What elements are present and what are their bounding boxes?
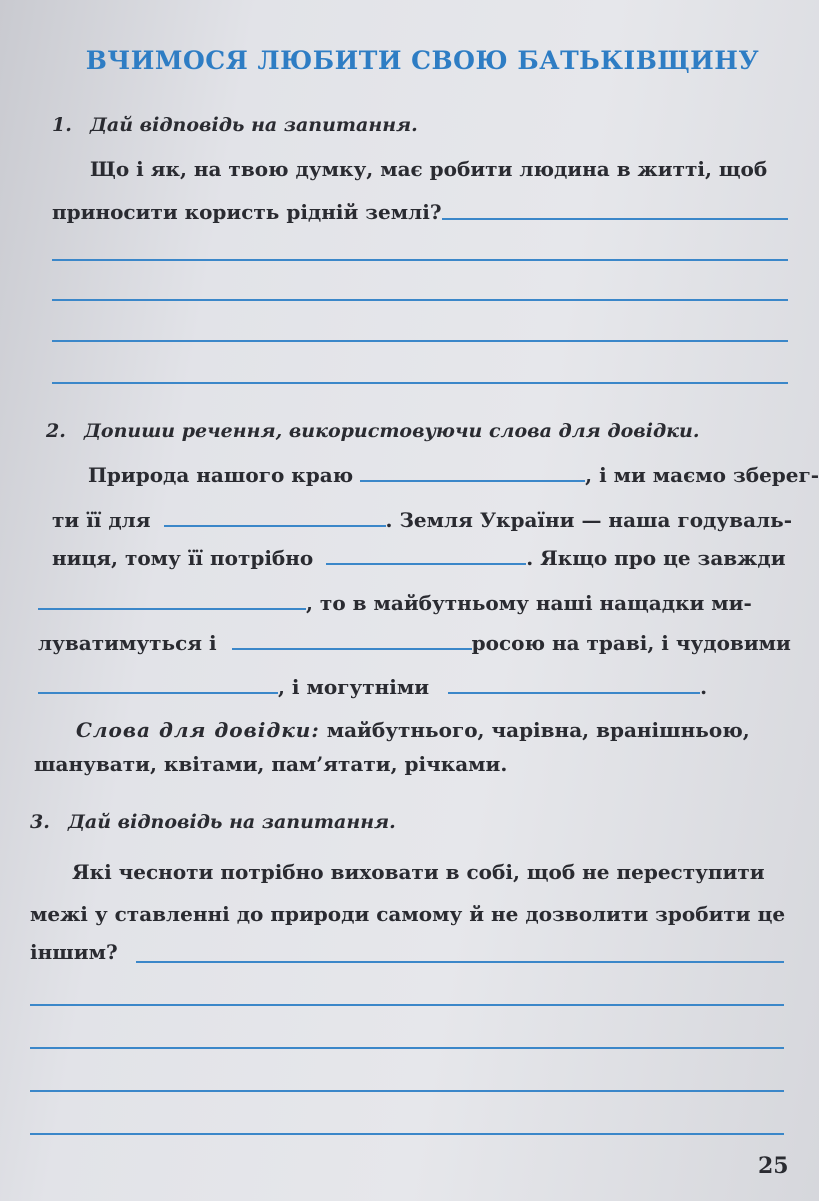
task-1-answer-line[interactable] <box>52 259 788 261</box>
fill-blank[interactable] <box>232 630 472 650</box>
fill-blank[interactable] <box>38 590 306 610</box>
task-3-answer-line[interactable] <box>30 1133 784 1135</box>
task-2-line-1 <box>88 462 819 487</box>
task-1-answer-line[interactable] <box>52 299 788 301</box>
task-3-answer-line[interactable] <box>30 1090 784 1092</box>
sentence-part: , то в майбутньому наші нащадки ми- <box>306 591 752 615</box>
task-1-question-line-2: приносити користь рідній землі? <box>52 200 442 224</box>
hint-words: майбутнього, чарівна, вранішньою, <box>319 718 750 742</box>
task-2-number: 2. <box>46 420 66 442</box>
fill-blank[interactable] <box>38 674 278 694</box>
page-title: ВЧИМОСЯ ЛЮБИТИ СВОЮ БАТЬКІВЩИНУ <box>85 46 760 75</box>
task-2-hint-line-1 <box>76 718 750 742</box>
page-number: 25 <box>758 1153 789 1179</box>
task-1-answer-line[interactable] <box>52 382 788 384</box>
sentence-part: росою на траві, і чудовими <box>471 631 791 655</box>
task-2-heading <box>46 420 699 442</box>
task-3-question-line-3: іншим? <box>30 940 118 964</box>
fill-blank[interactable] <box>326 545 526 565</box>
task-1-number: 1. <box>52 114 72 136</box>
task-3-instruction: Дай відповідь на запитання. <box>68 811 396 833</box>
task-2-instruction: Допиши речення, використовуючи слова для довідки. <box>84 420 700 442</box>
task-3-answer-line[interactable] <box>30 1004 784 1006</box>
sentence-part: Природа нашого краю <box>88 463 354 487</box>
sentence-part: . Земля України — наша годуваль- <box>385 508 793 532</box>
task-2-line-6 <box>38 674 707 699</box>
task-2-line-4 <box>38 590 752 615</box>
sentence-part: ти її для <box>52 508 151 532</box>
sentence-part: , і ми маємо зберег- <box>585 463 819 487</box>
task-1-answer-line[interactable] <box>52 340 788 342</box>
fill-blank[interactable] <box>164 507 386 527</box>
task-2-hint-line-2: шанувати, квітами, пам’ятати, річками. <box>34 752 508 776</box>
sentence-part: луватимуться і <box>38 631 217 655</box>
task-3-heading <box>30 811 396 833</box>
task-2-line-3 <box>52 545 786 570</box>
task-3-answer-line[interactable] <box>30 1047 784 1049</box>
hint-label: Слова для довідки: <box>76 718 320 742</box>
sentence-part: , і могутніми <box>278 675 430 699</box>
task-1-question-line-1: Що і як, на твою думку, має робити людина в житті, щоб <box>90 157 768 181</box>
sentence-part: ниця, тому її потрібно <box>52 546 314 570</box>
task-3-question-line-1: Які чесноти потрібно виховати в собі, щоб не переступити <box>72 860 765 884</box>
task-1-heading <box>52 114 418 136</box>
sentence-end: . <box>700 675 708 699</box>
task-2-line-5 <box>38 630 791 655</box>
sentence-part: . Якщо про це завжди <box>526 546 786 570</box>
task-3-number: 3. <box>30 811 50 833</box>
task-2-line-2 <box>52 507 792 532</box>
task-3-question-line-2: межі у ставленні до природи самому й не дозволити зробити це <box>30 902 786 926</box>
fill-blank[interactable] <box>448 674 700 694</box>
fill-blank[interactable] <box>360 462 585 482</box>
task-1-instruction: Дай відповідь на запитання. <box>90 114 418 136</box>
task-1-answer-blank[interactable] <box>442 218 788 220</box>
task-3-answer-blank[interactable] <box>136 961 784 963</box>
